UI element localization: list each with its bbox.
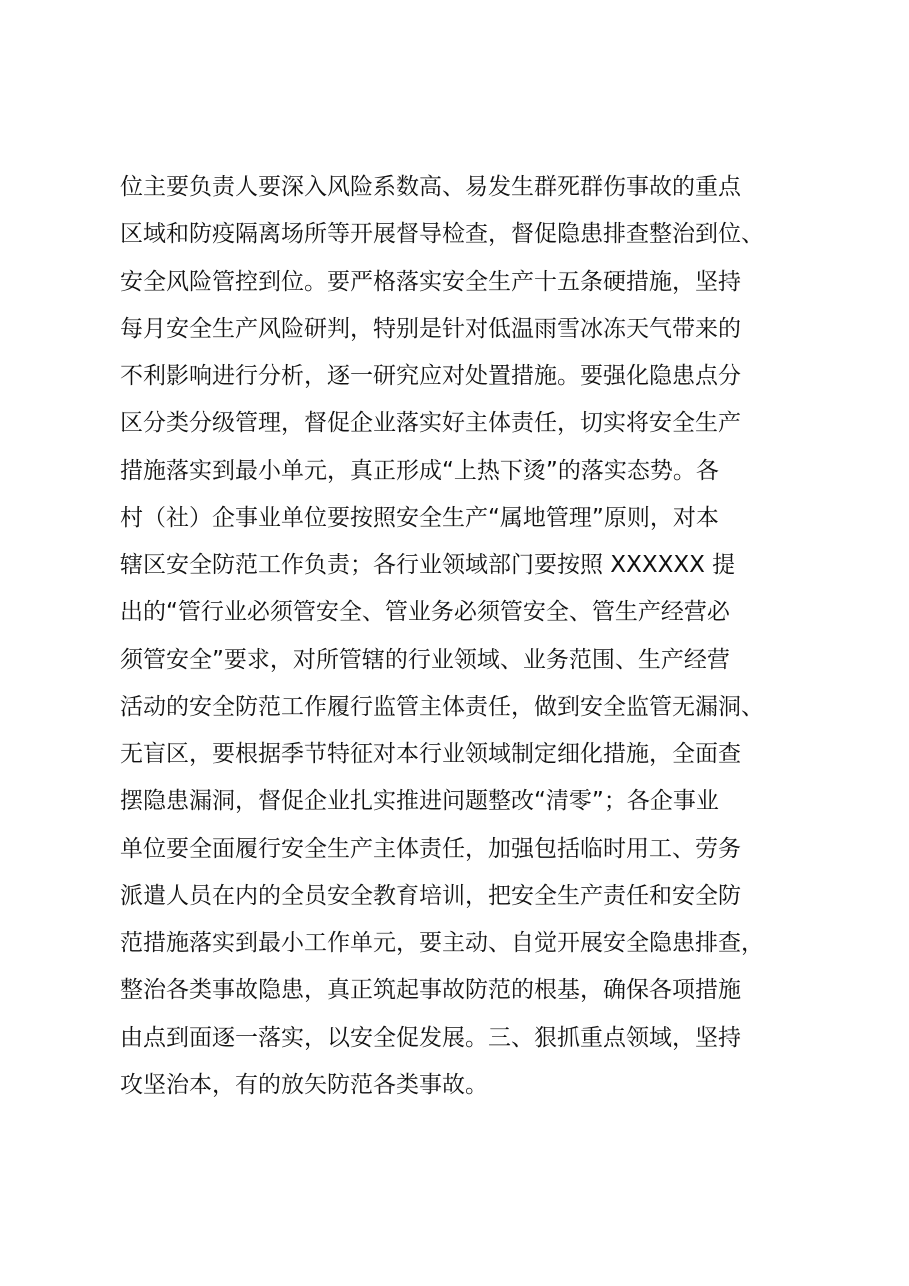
text-line: 不利影响进行分析，逐一研究应对处置措施。要强化隐患点分 [120, 363, 741, 389]
text-line: 安全风险管控到位。要严格落实安全生产十五条硬措施，坚持 [120, 268, 741, 295]
text-line: 活动的安全防范工作履行监管主体责任，做到安全监管无漏洞、 [120, 693, 764, 720]
text-line: 区分类分级管理，督促企业落实好主体责任，切实将安全生产 [120, 410, 741, 437]
text-line: 出的“管行业必须管安全、管业务必须管安全、管生产经营必 [120, 599, 730, 626]
text-line: 措施落实到最小单元，真正形成“上热下烫”的落实态势。各 [120, 457, 719, 484]
body-paragraph [120, 164, 820, 1109]
text-line: 区域和防疫隔离场所等开展督导检查，督促隐患排查整治到位、 [120, 221, 764, 248]
text-line: 派遣人员在内的全员安全教育培训，把安全生产责任和安全防 [120, 882, 741, 909]
text-line: 村（社）企事业单位要按照安全生产“属地管理”原则，对本 [120, 504, 719, 531]
text-line: 整治各类事故隐患，真正筑起事故防范的根基，确保各项措施 [120, 977, 741, 1004]
text-line: 单位要全面履行安全生产主体责任，加强包括临时用工、劳务 [120, 835, 741, 862]
text-line: 辖区安全防范工作负责；各行业领域部门要按照 XXXXXX 提 [120, 552, 736, 578]
text-line: 位主要负责人要深入风险系数高、易发生群死群伤事故的重点 [120, 174, 741, 200]
text-line: 须管安全”要求，对所管辖的行业领域、业务范围、生产经营 [120, 646, 730, 673]
text-line: 每月安全生产风险研判，特别是针对低温雨雪冰冻天气带来的 [120, 315, 741, 342]
text-line: 摆隐患漏洞，督促企业扎实推进问题整改“清零”；各企事业 [120, 788, 719, 815]
text-line: 攻坚治本，有的放矢防范各类事故。 [120, 1071, 488, 1098]
text-line: 由点到面逐一落实，以安全促发展。三、狠抓重点领域，坚持 [120, 1024, 741, 1051]
text-line: 范措施落实到最小工作单元，要主动、自觉开展安全隐患排查， [120, 930, 764, 956]
text-line: 无盲区，要根据季节特征对本行业领域制定细化措施，全面查 [120, 741, 741, 767]
